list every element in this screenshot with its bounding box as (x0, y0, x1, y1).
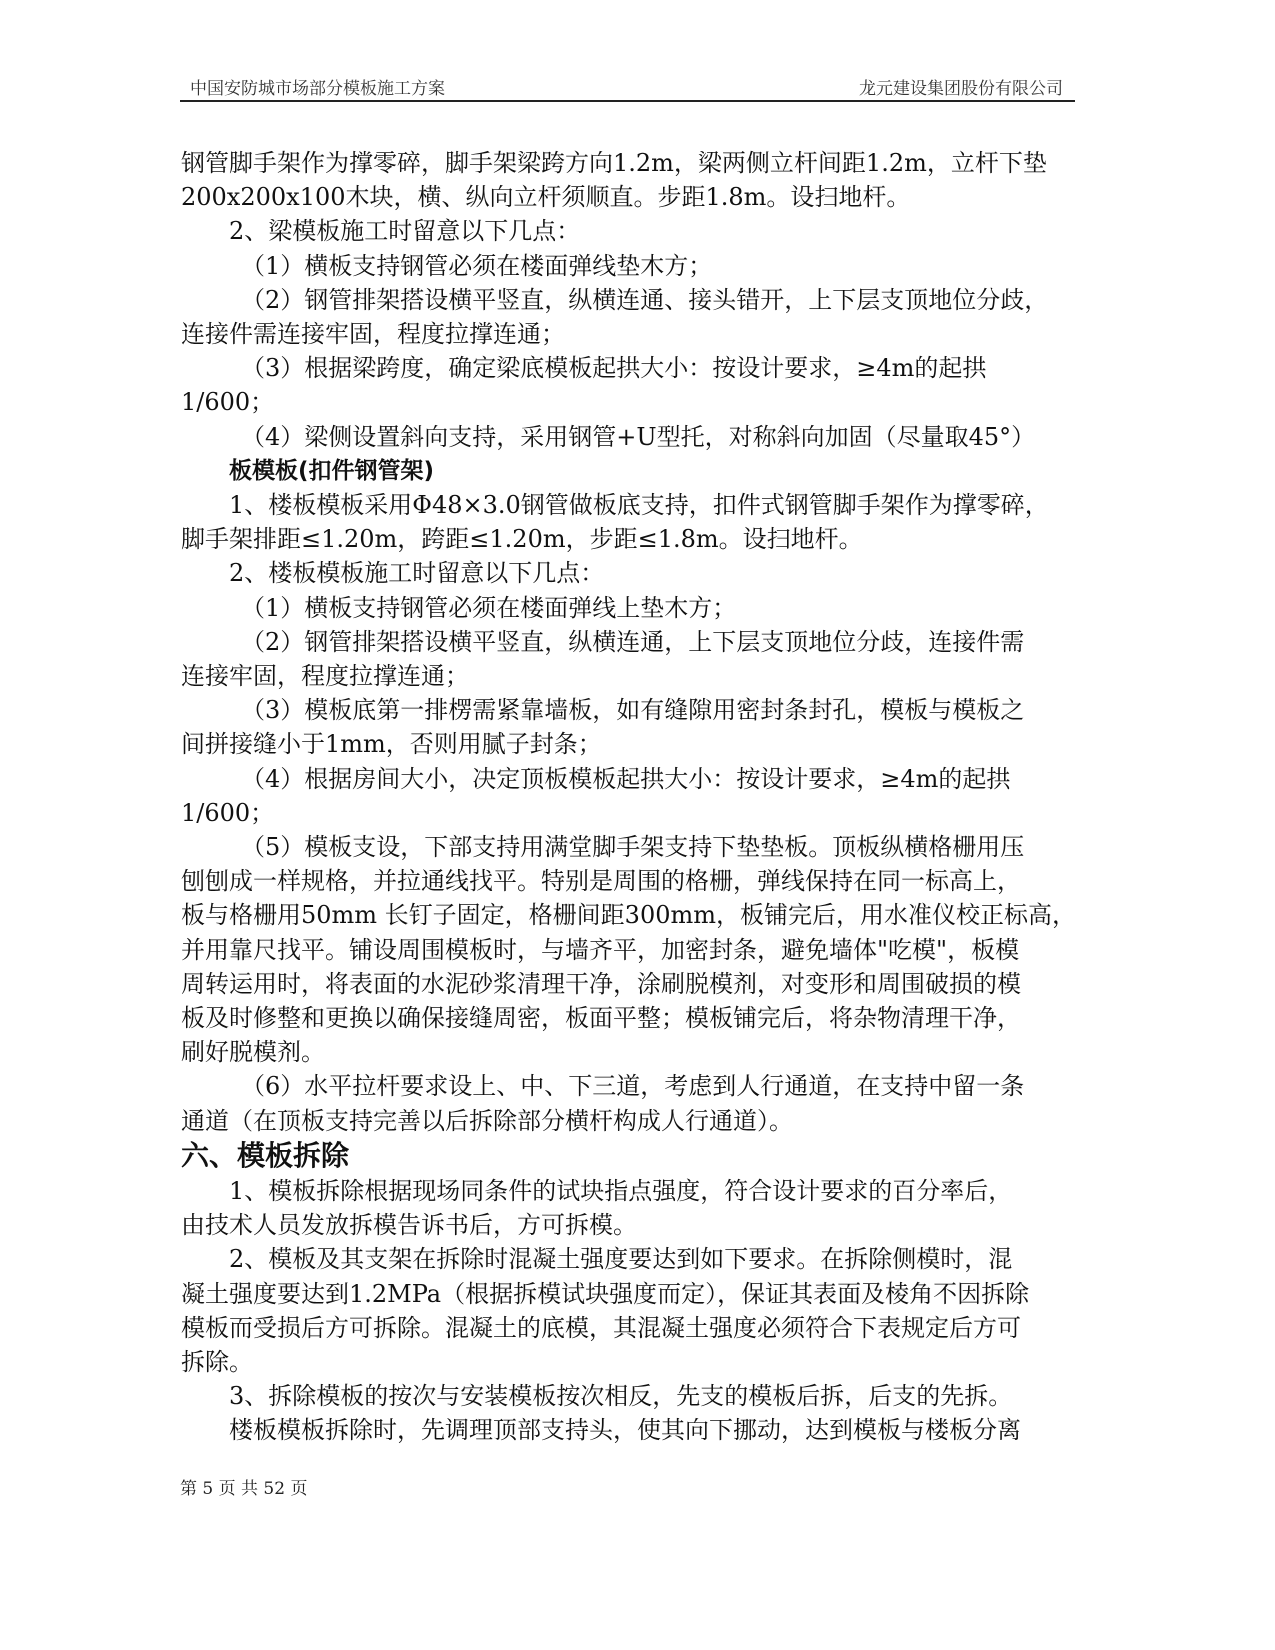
body-line: （1）横板支持钢管必须在楼面弹线垫木方； (241, 251, 713, 280)
body-line: 钢管脚手架作为撑零碎，脚手架梁跨方向1.2m，梁两侧立杆间距1.2m，立杆下垫 (181, 149, 1047, 177)
body-line: 连接牢固，程度拉撑连通； (181, 662, 469, 691)
page-number: 第 5 页 共 52 页 (180, 1479, 308, 1499)
body-line: 拆除。 (181, 1347, 253, 1376)
body-line: （5）模板支设，下部支持用满堂脚手架支持下垫垫板。顶板纵横格栅用压 (241, 833, 1025, 862)
body-line: （2）钢管排架搭设横平竖直，纵横连通，上下层支顶地位分歧，连接件需 (241, 627, 1025, 656)
section-heading: 六、模板拆除 (181, 1138, 350, 1172)
sub-heading: 板模板(扣件钢管架) (229, 457, 435, 484)
body-line: 间拼接缝小于1mm，否则用腻子封条； (181, 730, 602, 759)
body-line: 1/600； (181, 798, 275, 827)
body-line: （3）根据梁跨度，确定梁底模板起拱大小：按设计要求，≥4m的起拱 (241, 354, 987, 383)
body-line: 通道（在顶板支持完善以后拆除部分横杆构成人行通道）。 (181, 1106, 793, 1135)
document-body (181, 146, 1086, 1448)
body-line: 200x200x100木块，横、纵向立杆须顺直。步距1.8m。设扫地杆。 (181, 183, 911, 212)
page-footer (180, 1474, 307, 1499)
body-line: 2、梁模板施工时留意以下几点： (229, 217, 581, 246)
body-line: 并用靠尺找平。铺设周围模板时，与墙齐平，加密封条，避免墙体"吃模"，板模 (181, 935, 1020, 964)
header-company-name: 龙元建设集团股份有限公司 (859, 79, 1063, 99)
body-line: 连接件需连接牢固，程度拉撑连通； (181, 320, 565, 349)
body-line: 板及时修整和更换以确保接缝周密，板面平整；模板铺完后，将杂物清理干净， (181, 1004, 1021, 1033)
body-line: 1、楼板模板采用Φ48×3.0钢管做板底支持，扣件式钢管脚手架作为撑零碎， (229, 491, 1049, 520)
body-line: （2）钢管排架搭设横平竖直，纵横连通、接头错开，上下层支顶地位分歧， (241, 285, 1049, 314)
header-document-title: 中国安防城市场部分模板施工方案 (190, 79, 445, 99)
body-line: 刨刨成一样规格，并拉通线找平。特别是周围的格栅，弹线保持在同一标高上， (181, 867, 1021, 896)
body-line: 1、模板拆除根据现场同条件的试块指点强度，符合设计要求的百分率后， (229, 1176, 1013, 1205)
body-line: （3）模板底第一排楞需紧靠墙板，如有缝隙用密封条封孔，模板与模板之 (241, 696, 1025, 725)
body-line: 2、楼板模板施工时留意以下几点： (229, 559, 605, 588)
body-line: 模板而受损后方可拆除。混凝土的底模，其混凝土强度必须符合下表规定后方可 (181, 1313, 1021, 1342)
body-line: （4）根据房间大小，决定顶板模板起拱大小：按设计要求，≥4m的起拱 (241, 764, 1011, 793)
body-line: （4）梁侧设置斜向支持，采用钢管+U型托，对称斜向加固（尽量取45°） (241, 422, 1036, 451)
body-line: （1）横板支持钢管必须在楼面弹线上垫木方； (241, 593, 737, 622)
body-line: 脚手架排距≤1.20m，跨距≤1.20m，步距≤1.8m。设扫地杆。 (181, 525, 863, 554)
page-header (180, 72, 1075, 102)
body-line: 凝土强度要达到1.2MPa（根据拆模试块强度而定），保证其表面及棱角不因拆除 (181, 1279, 1030, 1308)
body-line: 3、拆除模板的按次与安装模板按次相反，先支的模板后拆，后支的先拆。 (229, 1382, 1013, 1411)
body-line: （6）水平拉杆要求设上、中、下三道，考虑到人行通道，在支持中留一条 (241, 1072, 1025, 1101)
body-line: 1/600； (181, 388, 275, 417)
body-line: 刷好脱模剂。 (181, 1038, 325, 1067)
body-line: 2、模板及其支架在拆除时混凝土强度要达到如下要求。在拆除侧模时，混 (229, 1245, 1013, 1274)
body-line: 板与格栅用50mm 长钉子固定，格栅间距300mm，板铺完后，用水准仪校正标高， (181, 901, 1077, 930)
body-line: 楼板模板拆除时，先调理顶部支持头，使其向下挪动，达到模板与楼板分离 (229, 1416, 1021, 1445)
body-line: 由技术人员发放拆模告诉书后，方可拆模。 (181, 1211, 637, 1240)
body-line: 周转运用时，将表面的水泥砂浆清理干净，涂刷脱模剂，对变形和周围破损的模 (181, 969, 1021, 998)
